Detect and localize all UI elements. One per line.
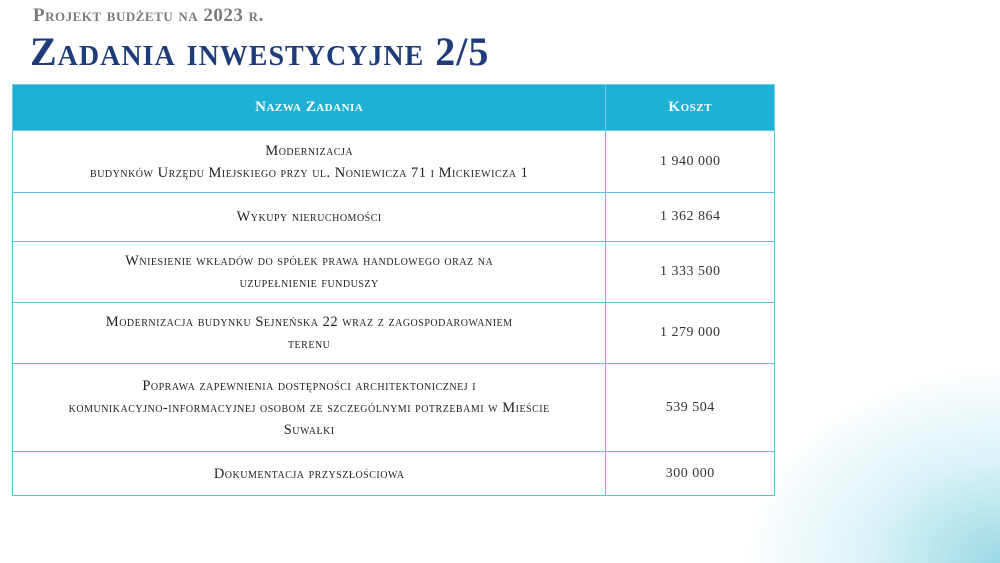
task-name-line: komunikacyjno-informacyjnej osobom ze szczególnymi potrzebami w Mieście: [68, 399, 550, 416]
column-header-name: Nazwa Zadania: [13, 85, 606, 131]
table-row: [13, 131, 775, 193]
task-name-line: Modernizacja budynku Sejneńska 22 wraz z zagospodarowaniem: [105, 314, 513, 330]
task-cost-cell: 1 279 000: [606, 303, 775, 364]
task-cost-cell: 1 362 864: [606, 193, 775, 242]
table-row: [13, 242, 775, 303]
task-name-line: Wniesienie wkładów do spółek prawa handlowego oraz na: [125, 253, 494, 269]
task-name-line: Suwałki: [283, 421, 335, 438]
decorative-gradient: [740, 363, 1000, 563]
task-cost-cell: 300 000: [606, 452, 775, 496]
task-name-cell: [13, 303, 606, 364]
table-row: [13, 364, 775, 452]
column-header-cost: Koszt: [606, 85, 775, 131]
task-name-line: Wykupy nieruchomości: [236, 209, 382, 225]
task-cost-cell: 1 333 500: [606, 242, 775, 303]
table-row: [13, 303, 775, 364]
task-cost-cell: 539 504: [606, 364, 775, 452]
task-name-line: Dokumentacja przyszłościowa: [213, 465, 405, 482]
task-name-line: uzupełnienie funduszy: [239, 275, 379, 291]
page-title: Zadania inwestycyjne 2/5: [30, 29, 490, 74]
task-name-cell: [13, 131, 606, 193]
task-name-cell: [13, 193, 606, 242]
task-name-line: Poprawa zapewnienia dostępności architektonicznej i: [142, 377, 477, 394]
task-cost-cell: 1 940 000: [606, 131, 775, 193]
investment-tasks-table: [12, 84, 775, 496]
task-name-cell: [13, 364, 606, 452]
task-name-line: terenu: [287, 336, 331, 352]
task-name-line: Modernizacja: [265, 142, 354, 159]
task-name-cell: [13, 242, 606, 303]
task-name-cell: [13, 452, 606, 496]
task-name-line: budynków Urzędu Miejskiego przy ul. Noniewicza 71 i Mickiewicza 1: [90, 164, 529, 181]
table-header-row: [13, 85, 775, 131]
table-row: [13, 193, 775, 242]
table-row: [13, 452, 775, 496]
page-subtitle: Projekt budżetu na 2023 r.: [33, 5, 264, 26]
